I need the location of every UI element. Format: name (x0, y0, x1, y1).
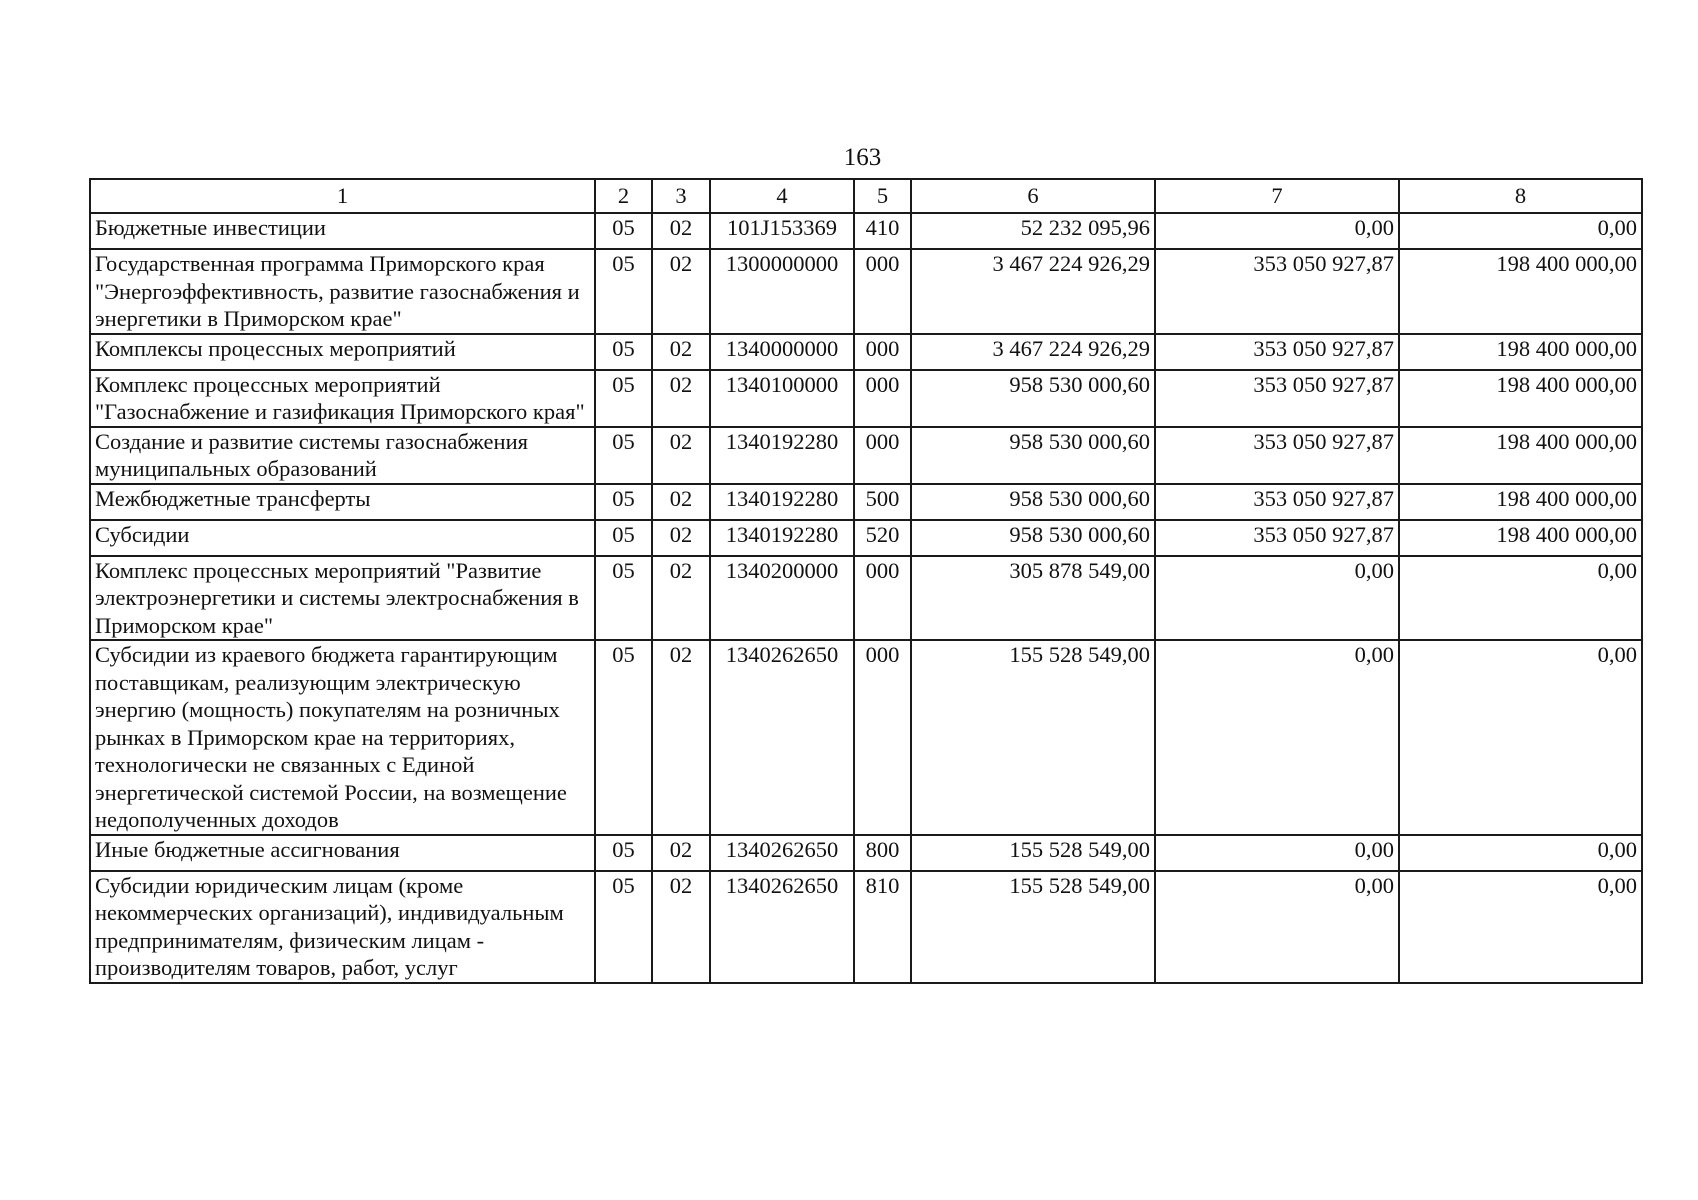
expense-type-code: 000 (854, 640, 911, 835)
amount-col-6: 958 530 000,60 (911, 484, 1155, 520)
section-code: 05 (595, 334, 652, 370)
amount-col-6: 155 528 549,00 (911, 835, 1155, 871)
column-header: 5 (854, 179, 911, 213)
table-row (90, 871, 1642, 983)
amount-col-6: 3 467 224 926,29 (911, 249, 1155, 334)
amount-col-6: 155 528 549,00 (911, 871, 1155, 983)
row-name: Субсидии юридическим лицам (кроме некоммерческих организаций), индивидуальным предпринимателям, физическим лицам - производителям товаров, работ, услуг (90, 871, 595, 983)
amount-col-6: 155 528 549,00 (911, 640, 1155, 835)
subsection-code: 02 (652, 334, 710, 370)
amount-col-8: 198 400 000,00 (1399, 427, 1642, 484)
budget-table (89, 178, 1643, 984)
table-row (90, 249, 1642, 334)
expense-type-code: 000 (854, 334, 911, 370)
expense-type-code: 810 (854, 871, 911, 983)
amount-col-7: 0,00 (1155, 835, 1399, 871)
expense-type-code: 800 (854, 835, 911, 871)
target-article-code: 1300000000 (710, 249, 854, 334)
amount-col-8: 0,00 (1399, 213, 1642, 249)
header-row (90, 179, 1642, 213)
amount-col-7: 0,00 (1155, 556, 1399, 641)
column-header: 6 (911, 179, 1155, 213)
table-row (90, 556, 1642, 641)
section-code: 05 (595, 484, 652, 520)
expense-type-code: 000 (854, 370, 911, 427)
table-row (90, 334, 1642, 370)
amount-col-7: 353 050 927,87 (1155, 427, 1399, 484)
row-name: Иные бюджетные ассигнования (90, 835, 595, 871)
section-code: 05 (595, 556, 652, 641)
row-name: Комплекс процессных мероприятий "Газоснабжение и газификация Приморского края" (90, 370, 595, 427)
section-code: 05 (595, 835, 652, 871)
amount-col-6: 52 232 095,96 (911, 213, 1155, 249)
amount-col-7: 353 050 927,87 (1155, 520, 1399, 556)
amount-col-6: 958 530 000,60 (911, 520, 1155, 556)
amount-col-8: 0,00 (1399, 640, 1642, 835)
amount-col-7: 353 050 927,87 (1155, 334, 1399, 370)
amount-col-8: 198 400 000,00 (1399, 334, 1642, 370)
table-row (90, 427, 1642, 484)
subsection-code: 02 (652, 427, 710, 484)
target-article-code: 1340262650 (710, 835, 854, 871)
target-article-code: 1340100000 (710, 370, 854, 427)
amount-col-6: 958 530 000,60 (911, 370, 1155, 427)
column-header: 1 (90, 179, 595, 213)
expense-type-code: 000 (854, 556, 911, 641)
subsection-code: 02 (652, 640, 710, 835)
column-header: 3 (652, 179, 710, 213)
expense-type-code: 000 (854, 427, 911, 484)
subsection-code: 02 (652, 370, 710, 427)
table-row (90, 835, 1642, 871)
row-name: Комплексы процессных мероприятий (90, 334, 595, 370)
column-header: 8 (1399, 179, 1642, 213)
section-code: 05 (595, 520, 652, 556)
amount-col-7: 0,00 (1155, 213, 1399, 249)
expense-type-code: 410 (854, 213, 911, 249)
subsection-code: 02 (652, 835, 710, 871)
target-article-code: 1340262650 (710, 871, 854, 983)
amount-col-8: 198 400 000,00 (1399, 484, 1642, 520)
amount-col-6: 3 467 224 926,29 (911, 334, 1155, 370)
amount-col-8: 198 400 000,00 (1399, 370, 1642, 427)
table-row (90, 370, 1642, 427)
subsection-code: 02 (652, 556, 710, 641)
amount-col-6: 958 530 000,60 (911, 427, 1155, 484)
section-code: 05 (595, 427, 652, 484)
section-code: 05 (595, 249, 652, 334)
target-article-code: 1340000000 (710, 334, 854, 370)
table-row (90, 520, 1642, 556)
target-article-code: 1340192280 (710, 484, 854, 520)
table-row (90, 213, 1642, 249)
page-number: 163 (843, 144, 882, 171)
target-article-code: 1340192280 (710, 520, 854, 556)
amount-col-8: 0,00 (1399, 556, 1642, 641)
amount-col-7: 0,00 (1155, 640, 1399, 835)
section-code: 05 (595, 640, 652, 835)
amount-col-7: 353 050 927,87 (1155, 249, 1399, 334)
subsection-code: 02 (652, 520, 710, 556)
section-code: 05 (595, 370, 652, 427)
subsection-code: 02 (652, 484, 710, 520)
expense-type-code: 500 (854, 484, 911, 520)
row-name: Комплекс процессных мероприятий "Развитие электроэнергетики и системы электроснабжения в Приморском крае" (90, 556, 595, 641)
amount-col-6: 305 878 549,00 (911, 556, 1155, 641)
row-name: Создание и развитие системы газоснабжения муниципальных образований (90, 427, 595, 484)
row-name: Бюджетные инвестиции (90, 213, 595, 249)
amount-col-8: 0,00 (1399, 835, 1642, 871)
subsection-code: 02 (652, 213, 710, 249)
section-code: 05 (595, 213, 652, 249)
table-row (90, 640, 1642, 835)
amount-col-7: 0,00 (1155, 871, 1399, 983)
amount-col-8: 198 400 000,00 (1399, 249, 1642, 334)
amount-col-8: 198 400 000,00 (1399, 520, 1642, 556)
row-name: Субсидии из краевого бюджета гарантирующим поставщикам, реализующим электрическую энергию (мощность) покупателям на розничных рынках в Приморском крае на территориях, технологически не связанных с Единой энергетической системой России, на возмещение недополученных доходов (90, 640, 595, 835)
column-header: 4 (710, 179, 854, 213)
expense-type-code: 000 (854, 249, 911, 334)
row-name: Межбюджетные трансферты (90, 484, 595, 520)
target-article-code: 1340192280 (710, 427, 854, 484)
amount-col-8: 0,00 (1399, 871, 1642, 983)
subsection-code: 02 (652, 871, 710, 983)
target-article-code: 1340200000 (710, 556, 854, 641)
table-row (90, 484, 1642, 520)
expense-type-code: 520 (854, 520, 911, 556)
column-header: 2 (595, 179, 652, 213)
row-name: Государственная программа Приморского края "Энергоэффективность, развитие газоснабжения и энергетики в Приморском крае" (90, 249, 595, 334)
target-article-code: 101J153369 (710, 213, 854, 249)
section-code: 05 (595, 871, 652, 983)
amount-col-7: 353 050 927,87 (1155, 484, 1399, 520)
column-header: 7 (1155, 179, 1399, 213)
row-name: Субсидии (90, 520, 595, 556)
target-article-code: 1340262650 (710, 640, 854, 835)
subsection-code: 02 (652, 249, 710, 334)
amount-col-7: 353 050 927,87 (1155, 370, 1399, 427)
